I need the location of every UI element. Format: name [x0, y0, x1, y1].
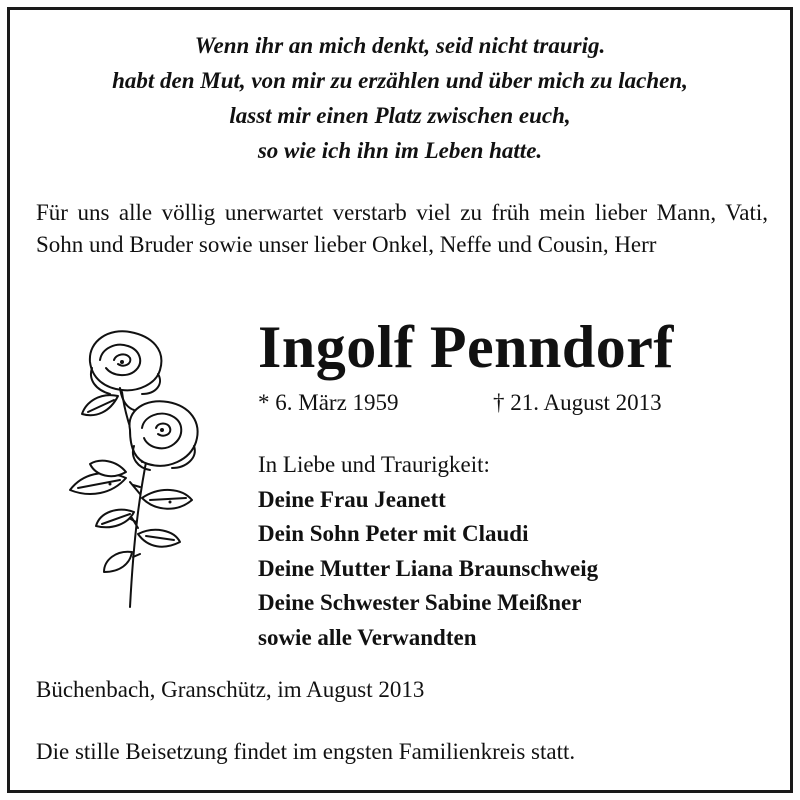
mourner: Deine Frau Jeanett [258, 486, 446, 512]
poem-line: habt den Mut, von mir zu erzählen und über mich zu lachen, [112, 68, 688, 93]
poem-line: Wenn ihr an mich denkt, seid nicht traurig. [194, 33, 606, 58]
birth-date: * 6. März 1959 [258, 390, 399, 415]
funeral-notice: Die stille Beisetzung findet im engsten Familienkreis statt. [36, 739, 576, 764]
mourner: Dein Sohn Peter mit Claudi [258, 521, 529, 546]
poem [0, 28, 800, 168]
intro-text: Für uns alle völlig unerwartet verstarb viel zu früh mein lieber Mann, Vati, Sohn und Bruder sowie unser lieber Onkel, Neffe und Cousin, Herr [36, 200, 768, 257]
mourner: Deine Mutter Liana Braunschweig [258, 555, 599, 581]
mourners-list [258, 448, 598, 655]
poem-line: so wie ich ihn im Leben hatte. [257, 138, 543, 163]
deceased-name: Ingolf Penndorf [258, 314, 674, 380]
mourner: Deine Schwester Sabine Meißner [258, 590, 582, 615]
mourners-lead: In Liebe und Traurigkeit: [258, 452, 490, 477]
place-date: Büchenbach, Granschütz, im August 2013 [36, 677, 425, 702]
rose-icon [30, 322, 210, 612]
poem-line: lasst mir einen Platz zwischen euch, [229, 103, 571, 128]
mourner: sowie alle Verwandten [258, 624, 477, 650]
death-date: † 21. August 2013 [493, 390, 662, 415]
